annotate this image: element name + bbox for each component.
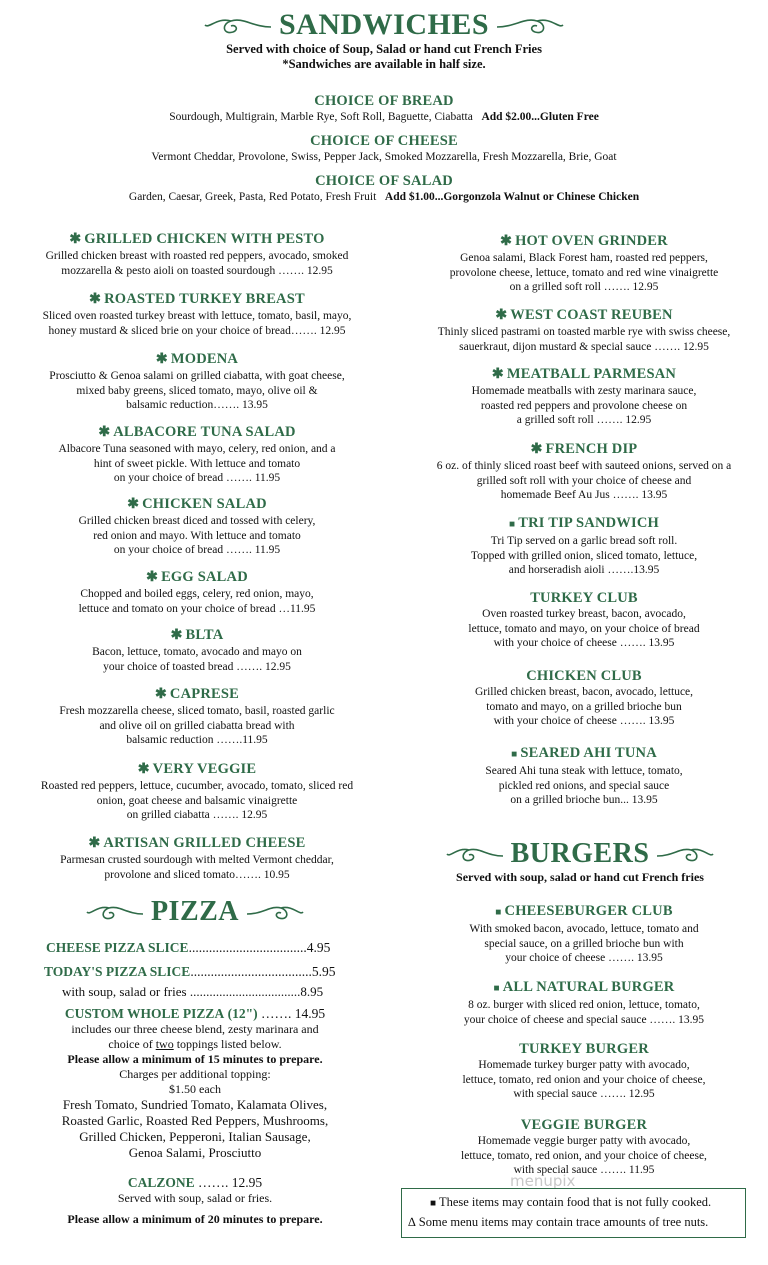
asterisk-marker-icon: ✱ xyxy=(154,687,167,702)
asterisk-marker-icon: ✱ xyxy=(491,367,504,382)
menu-item xyxy=(400,306,768,354)
menu-item-desc: With smoked bacon, avocado, lettuce, tomato and xyxy=(469,923,699,935)
menu-item-desc: on a grilled brioche bun... 13.95 xyxy=(510,794,658,806)
menu-item-desc: your choice of cheese ……. 13.95 xyxy=(505,952,663,964)
menu-item-title: ✱ BLTA xyxy=(170,627,224,643)
menu-item xyxy=(18,626,376,674)
square-marker-icon: ■ xyxy=(511,749,518,760)
asterisk-marker-icon: ✱ xyxy=(500,234,513,249)
menu-item-desc: roasted red peppers and provolone cheese on xyxy=(480,399,688,412)
menu-item-title: ✱ GRILLED CHICKEN WITH PESTO xyxy=(69,231,325,247)
menu-item-desc: on your choice of bread ……. 11.95 xyxy=(113,544,281,556)
salad-heading: CHOICE OF SALAD xyxy=(315,173,453,189)
menu-item-title: ✱ HOT OVEN GRINDER xyxy=(500,233,668,249)
asterisk-marker-icon: ✱ xyxy=(89,292,102,307)
menu-item-desc: Albacore Tuna seasoned with mayo, celery, red onion, and a xyxy=(58,443,336,455)
sandwiches-sub2: *Sandwiches are available in half size. xyxy=(282,57,486,71)
menu-item-title: CHICKEN CLUB xyxy=(526,668,642,684)
menu-item-desc: tomato and mayo, on a grilled brioche bun xyxy=(486,700,682,713)
menu-item-desc: a grilled soft roll ……. 12.95 xyxy=(516,414,652,426)
menu-item xyxy=(405,978,763,1027)
sandwiches-sub1: Served with choice of Soup, Salad or hand cut French Fries xyxy=(226,42,542,56)
square-marker-icon: ■ xyxy=(493,983,500,994)
toppings-line-2: Roasted Garlic, Roasted Red Peppers, Mushrooms, xyxy=(61,1113,329,1128)
menu-item-desc: balsamic reduction …….11.95 xyxy=(126,734,268,746)
menu-item-desc: provolone and sliced tomato……. 10.95 xyxy=(104,868,290,881)
menu-item-desc: on a grilled soft roll ……. 12.95 xyxy=(509,281,659,293)
menu-item-desc: 6 oz. of thinly sliced roast beef with sauteed onions, served on a xyxy=(436,460,732,472)
menu-item-title: ✱ CHICKEN SALAD xyxy=(127,496,267,512)
menu-item-desc: Thinly sliced pastrami on toasted marble rye with swiss cheese, xyxy=(437,326,731,338)
menu-item-desc: Topped with grilled onion, sliced tomato, lettuce, xyxy=(470,549,698,562)
menu-item-desc: with your choice of cheese ……. 13.95 xyxy=(493,715,675,727)
menu-item-desc: lettuce, tomato, red onion, and your choice of cheese, xyxy=(461,1149,707,1162)
burgers-header xyxy=(400,838,760,885)
menu-item xyxy=(18,290,376,338)
pizza-title: PIZZA xyxy=(150,896,240,927)
menu-item xyxy=(18,760,376,823)
menu-item-desc: Grilled chicken breast with roasted red peppers, avocado, smoked xyxy=(45,250,349,262)
menu-item-desc: red onion and mayo. With lettuce and tomato xyxy=(93,529,301,542)
menu-item xyxy=(405,1040,763,1102)
today-slice-row: TODAY'S PIZZA SLICE....................................5.95 xyxy=(44,964,336,979)
menu-item-desc: hint of sweet pickle. With lettuce and tomato xyxy=(93,457,301,470)
menu-item-title: ✱ ROASTED TURKEY BREAST xyxy=(89,291,305,307)
menu-item-desc: grilled soft roll with your choice of cheese and xyxy=(476,474,692,487)
menu-item-desc: onion, goat cheese and balsamic vinaigrette xyxy=(96,794,298,807)
menu-item-title: ✱ FRENCH DIP xyxy=(530,441,638,457)
menu-item-desc: balsamic reduction……. 13.95 xyxy=(126,399,268,411)
menu-item-desc: special sauce, on a grilled brioche bun with xyxy=(484,937,684,950)
choices-block xyxy=(0,92,768,204)
asterisk-marker-icon: ✱ xyxy=(88,836,101,851)
calzone: CALZONE ……. 12.95 xyxy=(127,1175,263,1190)
menu-item-desc: mozzarella & pesto aioli on toasted sourdough ……. 12.95 xyxy=(61,264,333,277)
cheese-text: Vermont Cheddar, Provolone, Swiss, Pepper Jack, Smoked Mozzarella, Fresh Mozzarella, Brie, Goat xyxy=(151,151,617,163)
asterisk-marker-icon: ✱ xyxy=(146,570,159,585)
menu-item-desc: with your choice of cheese ……. 13.95 xyxy=(493,637,675,649)
menu-item xyxy=(18,230,376,278)
menu-item-desc: on grilled ciabatta ……. 12.95 xyxy=(126,809,268,821)
menu-item-desc: homemade Beef Au Jus ……. 13.95 xyxy=(500,489,668,501)
menu-item-desc: lettuce, tomato, red onion and your choice of cheese, xyxy=(462,1073,706,1086)
menu-item-title: ✱ MEATBALL PARMESAN xyxy=(491,366,677,382)
menu-item xyxy=(18,350,376,413)
right-flourish-icon xyxy=(245,901,305,923)
menu-item-desc: pickled red onions, and special sauce xyxy=(498,779,670,792)
bread-heading: CHOICE OF BREAD xyxy=(314,93,454,109)
menu-item-title: ✱ VERY VEGGIE xyxy=(137,761,257,777)
menu-item-title: TURKEY BURGER xyxy=(519,1041,649,1057)
menu-item-desc: Grilled chicken breast, bacon, avocado, lettuce, xyxy=(474,686,694,698)
legend-line-1: ■ These items may contain food that is not fully cooked. xyxy=(430,1195,712,1209)
menu-item-desc: your choice of cheese and special sauce ……. 13.95 xyxy=(463,1013,705,1026)
watermark: menupix xyxy=(510,1172,576,1190)
salad-text: Garden, Caesar, Greek, Pasta, Red Potato, Fresh Fruit Add $1.00...Gorgonzola Walnut or Chinese Chicken xyxy=(128,191,640,203)
menu-item-title: ✱ MODENA xyxy=(155,351,239,367)
menu-item-title: ✱ EGG SALAD xyxy=(146,569,248,585)
menu-item-desc: with special sauce ……. 12.95 xyxy=(513,1088,655,1100)
asterisk-marker-icon: ✱ xyxy=(137,762,150,777)
menu-item-desc: Tri Tip served on a garlic bread soft roll. xyxy=(490,535,678,547)
menu-item-desc: provolone cheese, lettuce, tomato and red wine vinaigrette xyxy=(449,266,719,279)
menu-item xyxy=(18,834,376,882)
asterisk-marker-icon: ✱ xyxy=(495,308,508,323)
menu-item xyxy=(405,1116,763,1178)
with-soup-row: with soup, salad or fries ..................................8.95 xyxy=(62,984,324,999)
left-flourish-icon xyxy=(85,901,145,923)
menu-item-desc: your choice of toasted bread ……. 12.95 xyxy=(103,660,291,673)
sandwiches-title: SANDWICHES xyxy=(278,8,490,41)
menu-item-desc: lettuce, tomato and mayo, on your choice of bread xyxy=(468,622,700,635)
square-marker-icon: ■ xyxy=(495,907,502,918)
menu-item xyxy=(400,232,768,295)
asterisk-marker-icon: ✱ xyxy=(98,425,111,440)
menu-item-desc: Sliced oven roasted turkey breast with lettuce, tomato, basil, mayo, xyxy=(42,310,352,322)
cheese-slice-row: CHEESE PIZZA SLICE...................................4.95 xyxy=(46,940,331,955)
cheese-heading: CHOICE OF CHEESE xyxy=(310,133,458,149)
asterisk-marker-icon: ✱ xyxy=(530,442,543,457)
pizza-header xyxy=(30,896,360,928)
menu-item-title: ✱ WEST COAST REUBEN xyxy=(495,307,673,323)
pizza-menu xyxy=(30,940,360,1227)
toppings-line-3: Grilled Chicken, Pepperoni, Italian Sausage, xyxy=(79,1129,311,1144)
left-flourish-icon xyxy=(203,13,273,37)
menu-item xyxy=(18,423,376,486)
asterisk-marker-icon: ✱ xyxy=(170,628,183,643)
menu-item-desc: lettuce and tomato on your choice of bread …11.95 xyxy=(78,602,316,615)
menu-item-title: ✱ ALBACORE TUNA SALAD xyxy=(98,424,296,440)
menu-item-desc: Fresh mozzarella cheese, sliced tomato, basil, roasted garlic xyxy=(59,705,335,717)
bread-text: Sourdough, Multigrain, Marble Rye, Soft Roll, Baguette, Ciabatta Add $2.00...Gluten Free xyxy=(169,111,599,123)
menu-item xyxy=(400,667,768,729)
menu-item-desc: mixed baby greens, sliced tomato, mayo, olive oil & xyxy=(76,384,318,397)
menu-item xyxy=(18,495,376,558)
menu-item xyxy=(18,568,376,616)
menu-item-desc: Seared Ahi tuna steak with lettuce, tomato, xyxy=(485,765,683,777)
menu-item-title: ✱ CAPRESE xyxy=(154,686,240,702)
menu-item xyxy=(400,514,768,578)
asterisk-marker-icon: ✱ xyxy=(155,352,168,367)
menu-item-desc: on your choice of bread ……. 11.95 xyxy=(113,472,281,484)
menu-item-desc: Grilled chicken breast diced and tossed with celery, xyxy=(78,515,316,527)
legend-box xyxy=(401,1188,746,1238)
menu-item-desc: honey mustard & sliced brie on your choice of bread……. 12.95 xyxy=(48,324,346,337)
menu-item-title: ■ TRI TIP SANDWICH xyxy=(509,515,659,531)
asterisk-marker-icon: ✱ xyxy=(127,497,140,512)
menu-item-desc: with special sauce ……. 11.95 xyxy=(513,1164,655,1176)
menu-item-desc: Homemade turkey burger patty with avocado, xyxy=(478,1059,690,1071)
menu-item-desc: Prosciutto & Genoa salami on grilled ciabatta, with goat cheese, xyxy=(49,370,345,382)
menu-item-title: ■ ALL NATURAL BURGER xyxy=(493,979,675,995)
menu-item-title: TURKEY CLUB xyxy=(530,590,638,606)
right-flourish-icon xyxy=(655,843,715,865)
menu-item xyxy=(400,440,768,503)
menu-item xyxy=(18,685,376,748)
menu-item xyxy=(400,365,768,428)
menu-item-desc: and olive oil on grilled ciabatta bread with xyxy=(99,719,295,732)
burgers-title: BURGERS xyxy=(510,838,650,869)
menu-item-title: VEGGIE BURGER xyxy=(520,1117,648,1133)
legend-line-2: ∆ Some menu items may contain trace amounts of tree nuts. xyxy=(408,1215,709,1229)
menu-item-desc: sauerkraut, dijon mustard & special sauce ……. 12.95 xyxy=(459,340,709,353)
menu-item-desc: and horseradish aioli …….13.95 xyxy=(508,564,660,576)
menu-item-desc: Bacon, lettuce, tomato, avocado and mayo on xyxy=(92,646,302,658)
toppings-line-4: Genoa Salami, Prosciutto xyxy=(128,1145,262,1160)
menu-item-desc: Oven roasted turkey breast, bacon, avocado, xyxy=(482,608,686,620)
menu-item-desc: Roasted red peppers, lettuce, cucumber, avocado, tomato, sliced red xyxy=(40,780,354,792)
toppings-line-1: Fresh Tomato, Sundried Tomato, Kalamata Olives, xyxy=(62,1097,328,1112)
menu-item-desc: Chopped and boiled eggs, celery, red onion, mayo, xyxy=(80,588,314,600)
custom-pizza: CUSTOM WHOLE PIZZA (12") ……. 14.95 includes our three cheese blend, zesty marinara and choice of two toppings listed below. Please allow a minimum of 15 minutes to prepare. Charges per additional topping: $1.50 each Fresh Tomato, Sundried Tomato, Kalamata Olives, Roasted Garlic, Roasted Red Peppers, Mushrooms, Grilled Chicken, Pepperoni, Italian Sausage, Genoa Salami, Prosciutto CALZONE ……. 12.95 Served with soup, salad or fries. Please allow a minimum of 20 minutes to prepare. xyxy=(30,1006,360,1227)
menu-item xyxy=(400,744,768,808)
left-flourish-icon xyxy=(445,843,505,865)
right-flourish-icon xyxy=(495,13,565,37)
burgers-sub: Served with soup, salad or hand cut French fries xyxy=(456,870,704,884)
menu-item-desc: Homemade meatballs with zesty marinara sauce, xyxy=(471,385,697,397)
menu-item-desc: Homemade veggie burger patty with avocado, xyxy=(477,1135,691,1147)
menu-item xyxy=(400,589,768,651)
menu-item xyxy=(405,902,763,966)
square-marker-icon: ■ xyxy=(509,519,516,530)
menu-item-title: ■ CHEESEBURGER CLUB xyxy=(495,903,673,919)
menu-item-desc: 8 oz. burger with sliced red onion, lettuce, tomato, xyxy=(468,999,700,1011)
menu-item-desc: Parmesan crusted sourdough with melted Vermont cheddar, xyxy=(60,854,334,866)
menu-item-title: ■ SEARED AHI TUNA xyxy=(511,745,657,761)
menu-item-title: ✱ ARTISAN GRILLED CHEESE xyxy=(88,835,306,851)
sandwiches-header xyxy=(0,8,768,72)
menu-item-desc: Genoa salami, Black Forest ham, roasted red peppers, xyxy=(460,252,708,264)
asterisk-marker-icon: ✱ xyxy=(69,232,82,247)
